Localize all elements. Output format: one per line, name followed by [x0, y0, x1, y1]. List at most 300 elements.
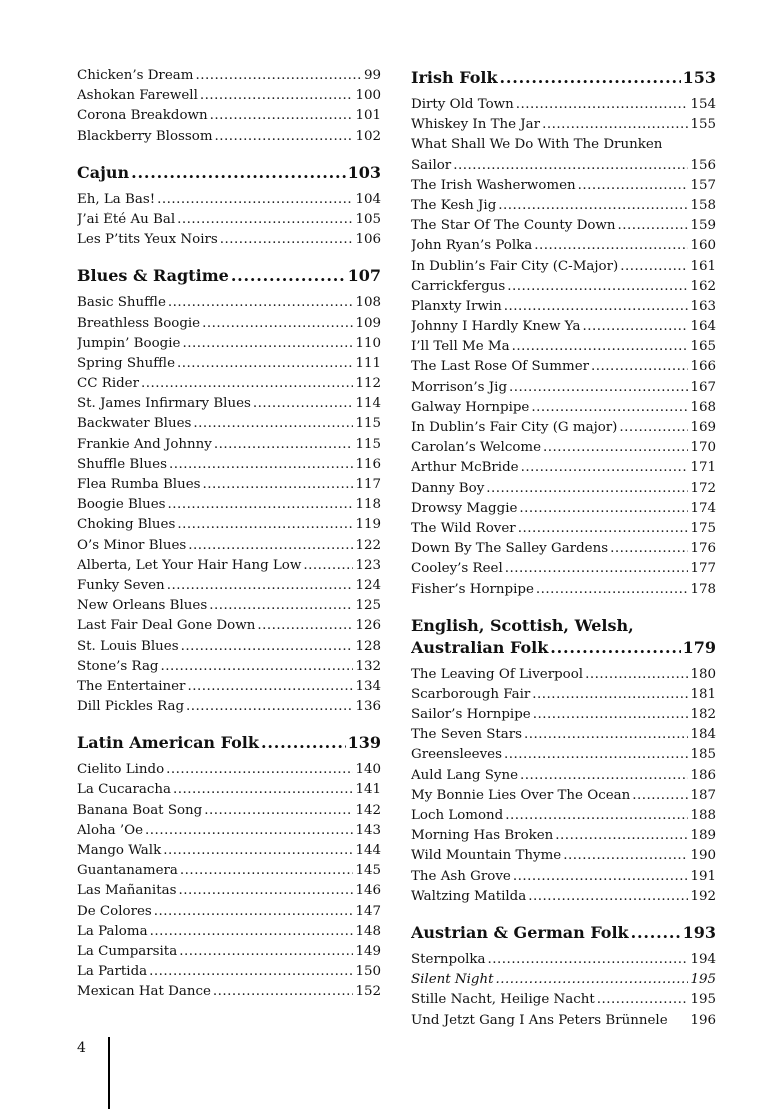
- toc-entry: [411, 178, 716, 198]
- dot-leader: [542, 117, 688, 132]
- toc-entry: [77, 457, 381, 477]
- entry-title: De Colores: [77, 903, 152, 919]
- entry-page-number: 187: [690, 787, 716, 803]
- entry-title: St. James Infirmary Blues: [77, 396, 251, 412]
- toc-entry: [77, 924, 381, 944]
- entry-page-number: 99: [363, 68, 381, 83]
- entry-page-number: 159: [690, 218, 716, 234]
- toc-entry: [77, 762, 381, 782]
- dot-leader: [195, 68, 362, 83]
- toc-entry: [77, 944, 381, 964]
- section-title-line: English, Scottish, Welsh,: [411, 615, 634, 635]
- entry-page-number: 123: [355, 557, 381, 573]
- entry-title: My Bonnie Lies Over The Ocean: [411, 787, 631, 803]
- entry-page-number: 186: [690, 767, 716, 783]
- entry-page-number: 122: [355, 537, 381, 553]
- toc-entry: [77, 803, 381, 823]
- dot-leader: [166, 762, 353, 777]
- entry-title: Boogie Blues: [77, 497, 166, 513]
- entry-page-number: 146: [355, 883, 381, 899]
- toc-entry: [77, 618, 381, 638]
- section-title-line: [77, 733, 381, 755]
- entry-page-number: 171: [690, 460, 716, 476]
- dot-leader: [563, 848, 688, 863]
- toc-section-heading: [77, 163, 381, 185]
- entry-page-number: 177: [690, 561, 716, 577]
- entry-page-number: 182: [690, 707, 716, 723]
- dot-leader: [177, 356, 353, 371]
- entry-title: Last Fair Deal Gone Down: [77, 618, 256, 634]
- toc-entry: [77, 598, 381, 618]
- dot-leader: [533, 707, 689, 722]
- toc-entry: [411, 707, 716, 727]
- entry-title: Scarborough Fair: [411, 686, 531, 702]
- toc-section-heading: [411, 923, 716, 945]
- dot-leader: [202, 316, 353, 331]
- entry-page-number: 101: [355, 108, 381, 124]
- dot-leader: [181, 639, 354, 654]
- toc-entry: [77, 964, 381, 984]
- dot-leader: [186, 699, 353, 714]
- entry-title: CC Rider: [77, 376, 140, 392]
- dot-leader: [180, 863, 354, 878]
- toc-entry: [77, 904, 381, 924]
- entry-title: Danny Boy: [411, 480, 485, 496]
- dot-leader: [210, 108, 354, 123]
- entry-title: Backwater Blues: [77, 416, 192, 432]
- dot-leader: [257, 618, 353, 633]
- entry-title: Stille Nacht, Heilige Nacht: [411, 992, 595, 1008]
- dot-leader: [179, 944, 353, 959]
- toc-section-heading: [77, 733, 381, 755]
- entry-title: Dill Pickles Rag: [77, 699, 185, 715]
- toc-entry: [411, 972, 716, 992]
- section-title-line: [411, 923, 716, 945]
- entry-title: Shuffle Blues: [77, 456, 167, 472]
- toc-entry: [77, 578, 381, 598]
- dot-leader: [488, 952, 689, 967]
- dot-leader: [550, 638, 680, 657]
- toc-entry: [411, 727, 716, 747]
- dot-leader: [496, 972, 689, 987]
- entry-title: Ashokan Farewell: [77, 88, 198, 104]
- toc-entry: [77, 356, 381, 376]
- footer-rule: [108, 1037, 110, 1109]
- entry-title: Sailor’s Hornpipe: [411, 707, 531, 723]
- entry-page-number: 148: [355, 923, 381, 939]
- toc-entry: [77, 376, 381, 396]
- section-page-number: 103: [347, 162, 381, 182]
- toc-entry: [411, 848, 716, 868]
- toc-entry: [411, 582, 716, 602]
- toc-entry: [411, 992, 716, 1012]
- entry-page-number: 102: [355, 128, 381, 144]
- dot-leader: [531, 400, 688, 415]
- entry-title: Choking Blues: [77, 517, 176, 533]
- toc-entry: [77, 108, 381, 128]
- entry-page-number: 162: [690, 278, 716, 294]
- dot-leader: [177, 517, 353, 532]
- entry-page-number: 111: [355, 355, 381, 371]
- entry-page-number: 110: [355, 335, 381, 351]
- entry-title: Dirty Old Town: [411, 97, 514, 112]
- dot-leader: [543, 440, 688, 455]
- entry-title: Galway Hornpipe: [411, 399, 530, 415]
- entry-title: Morrison’s Jig: [411, 379, 508, 395]
- dot-leader: [163, 843, 353, 858]
- entry-page-number: 194: [690, 951, 716, 967]
- entry-page-number: 118: [355, 497, 381, 513]
- section-title: Irish Folk: [411, 68, 498, 87]
- entry-title: Sternpolka: [411, 951, 486, 967]
- dot-leader: [204, 803, 353, 818]
- toc-entry: [77, 416, 381, 436]
- dot-leader: [209, 598, 353, 613]
- dot-leader: [555, 828, 688, 843]
- dot-leader: [161, 659, 354, 674]
- dot-leader: [169, 457, 353, 472]
- entry-title: Fisher’s Hornpipe: [411, 581, 534, 597]
- entry-title: La Cumparsita: [77, 943, 178, 959]
- dot-leader: [213, 984, 354, 999]
- toc-entry: [411, 238, 716, 258]
- entry-title: La Cucaracha: [77, 782, 171, 798]
- toc-entry: [77, 295, 381, 315]
- toc-entry: [411, 117, 716, 137]
- entry-title: Eh, La Bas!: [77, 191, 156, 207]
- toc-entry: [77, 659, 381, 679]
- dot-leader: [149, 964, 353, 979]
- dot-leader: [534, 238, 688, 253]
- dot-leader: [187, 679, 353, 694]
- entry-page-number: 196: [690, 1012, 716, 1028]
- toc-entry: [411, 218, 716, 238]
- dot-leader: [168, 295, 354, 310]
- dot-leader: [193, 416, 353, 431]
- entry-page-number: 174: [690, 500, 716, 516]
- toc-entry: [411, 501, 716, 521]
- entry-page-number: 108: [355, 295, 381, 311]
- entry-page-number: 165: [690, 339, 716, 355]
- page-number: 4: [77, 1040, 86, 1056]
- entry-page-number: 147: [355, 903, 381, 919]
- toc-entry: [77, 477, 381, 497]
- toc-entry: [411, 561, 716, 581]
- entry-title: Stone’s Rag: [77, 658, 159, 674]
- dot-leader: [486, 481, 688, 496]
- entry-page-number: 126: [355, 618, 381, 634]
- entry-page-number: 155: [690, 117, 716, 133]
- toc-entry: [77, 129, 381, 149]
- dot-leader: [528, 889, 688, 904]
- entry-title: Whiskey In The Jar: [411, 117, 541, 133]
- entry-title: The Irish Washerwomen: [411, 177, 576, 193]
- section-title-line: [77, 163, 381, 185]
- toc-entry: [411, 198, 716, 218]
- toc-entry: [411, 1013, 716, 1033]
- entry-title: Flea Rumba Blues: [77, 477, 201, 492]
- dot-leader: [453, 158, 688, 173]
- toc-entry: [77, 437, 381, 457]
- dot-leader: [513, 869, 689, 884]
- toc-entry: [411, 359, 716, 379]
- entry-page-number: 161: [690, 258, 716, 274]
- entry-page-number: 184: [690, 727, 716, 743]
- dot-leader: [504, 747, 689, 762]
- entry-title: O’s Minor Blues: [77, 537, 187, 553]
- entry-page-number: 158: [690, 197, 716, 213]
- entry-page-number: 136: [355, 699, 381, 715]
- entry-page-number: 195: [690, 992, 716, 1008]
- toc-entry: [77, 782, 381, 802]
- dot-leader: [150, 924, 354, 939]
- toc-entry: [77, 316, 381, 336]
- toc-entry: [411, 400, 716, 420]
- entry-title: John Ryan’s Polka: [411, 238, 533, 254]
- entry-page-number: 144: [355, 843, 381, 858]
- toc-entry: [411, 952, 716, 972]
- dot-leader: [591, 359, 688, 374]
- entry-page-number: 178: [690, 581, 716, 597]
- entry-title: Les P’tits Yeux Noirs: [77, 232, 218, 248]
- entry-page-number: 106: [355, 232, 381, 248]
- dot-leader: [618, 218, 689, 233]
- dot-leader: [505, 808, 688, 823]
- entry-page-number: 191: [690, 868, 716, 884]
- entry-title: Guantanamera: [77, 863, 178, 879]
- entry-page-number: 115: [355, 436, 381, 452]
- toc-entry: [77, 517, 381, 537]
- entry-page-number: 181: [690, 686, 716, 702]
- entry-title: Johnny I Hardly Knew Ya: [411, 319, 581, 335]
- section-page-number: 153: [682, 68, 716, 87]
- dot-leader: [582, 319, 688, 334]
- dot-leader: [524, 727, 688, 742]
- toc-section-heading: [77, 266, 381, 288]
- dot-leader: [131, 163, 345, 182]
- entry-title: Greensleeves: [411, 747, 502, 763]
- dot-leader: [182, 336, 353, 351]
- dot-leader: [610, 541, 688, 556]
- entry-page-number: 154: [690, 97, 716, 112]
- entry-page-number: 188: [690, 808, 716, 823]
- entry-title: The Seven Stars: [411, 727, 523, 743]
- dot-leader: [303, 558, 353, 573]
- entry-title: Blackberry Blossom: [77, 128, 213, 144]
- entry-title: Loch Lomond: [411, 808, 504, 823]
- toc-entry: [77, 232, 381, 252]
- entry-page-number: 141: [355, 782, 381, 798]
- entry-page-number: 114: [355, 396, 381, 412]
- entry-title: Cielito Lindo: [77, 762, 165, 778]
- toc-entry: [77, 823, 381, 843]
- entry-page-number: 143: [355, 822, 381, 838]
- entry-page-number: 116: [355, 456, 381, 472]
- entry-page-number: 149: [355, 943, 381, 959]
- entry-title: Carolan’s Welcome: [411, 440, 542, 456]
- entry-title: Down By The Salley Gardens: [411, 541, 609, 557]
- section-page-number: 139: [347, 733, 381, 753]
- entry-page-number: 180: [690, 666, 716, 682]
- entry-title: Spring Shuffle: [77, 355, 176, 371]
- entry-page-number: 117: [355, 477, 381, 492]
- entry-title: Alberta, Let Your Hair Hang Low: [77, 557, 302, 573]
- dot-leader: [620, 259, 688, 274]
- entry-title: Carrickfergus: [411, 278, 506, 294]
- entry-title: Las Mañanitas: [77, 883, 177, 899]
- entry-page-number: 167: [690, 379, 716, 395]
- dot-leader: [178, 883, 353, 898]
- entry-page-number: 170: [690, 440, 716, 456]
- dot-leader: [585, 667, 688, 682]
- entry-page-number: 140: [355, 762, 381, 778]
- toc-section-heading: [411, 616, 716, 660]
- entry-page-number: 163: [690, 298, 716, 314]
- entry-page-number: 164: [690, 319, 716, 335]
- entry-page-number: 145: [355, 863, 381, 879]
- dot-leader: [516, 97, 689, 112]
- entry-page-number: 132: [355, 658, 381, 674]
- entry-title: Planxty Irwin: [411, 298, 502, 314]
- toc-entry: [77, 68, 381, 88]
- toc-left-column: [77, 68, 381, 1005]
- dot-leader: [536, 582, 689, 597]
- toc-entry: [77, 212, 381, 232]
- dot-leader: [157, 192, 353, 207]
- entry-title: Funky Seven: [77, 577, 165, 593]
- entry-page-number: 175: [690, 520, 716, 536]
- dot-leader: [214, 437, 354, 452]
- toc-entry: [411, 788, 716, 808]
- dot-leader: [619, 420, 688, 435]
- entry-page-number: 128: [355, 638, 381, 654]
- section-title: Australian Folk: [411, 637, 549, 657]
- entry-title: Breathless Boogie: [77, 315, 201, 331]
- toc-entry: [411, 339, 716, 359]
- entry-title: Wild Mountain Thyme: [411, 848, 562, 864]
- entry-page-number: 124: [355, 577, 381, 593]
- toc-entry: [411, 747, 716, 767]
- entry-page-number: 157: [690, 177, 716, 193]
- entry-title: Corona Breakdown: [77, 108, 208, 124]
- section-title-line: [411, 638, 716, 660]
- entry-page-number: 152: [355, 984, 381, 1000]
- entry-page-number: 195: [690, 972, 716, 988]
- toc-entry: [411, 768, 716, 788]
- dot-leader: [518, 521, 689, 536]
- dot-leader: [521, 460, 689, 475]
- toc-entry: [411, 481, 716, 501]
- dot-leader: [154, 904, 354, 919]
- toc-entry: [77, 883, 381, 903]
- entry-title: Waltzing Matilda: [411, 888, 527, 904]
- entry-title: J’ai Été Au Bal: [77, 211, 176, 227]
- entry-page-number: 185: [690, 747, 716, 763]
- entry-page-number: 160: [690, 238, 716, 254]
- toc-entry: [411, 319, 716, 339]
- entry-title: The Ash Grove: [411, 868, 511, 884]
- section-page-number: 179: [682, 637, 716, 657]
- dot-leader: [203, 477, 354, 492]
- entry-title: Mexican Hat Dance: [77, 984, 211, 1000]
- entry-title: The Entertainer: [77, 678, 186, 694]
- toc-entry: [77, 538, 381, 558]
- toc-entry: [411, 158, 716, 178]
- dot-leader: [220, 232, 354, 247]
- entry-title: St. Louis Blues: [77, 638, 179, 654]
- dot-leader: [177, 212, 353, 227]
- toc-entry: [411, 541, 716, 561]
- entry-title: Banana Boat Song: [77, 802, 203, 818]
- toc-entry: [77, 497, 381, 517]
- toc-entry: [77, 843, 381, 863]
- dot-leader: [532, 687, 688, 702]
- entry-page-number: 142: [355, 802, 381, 818]
- toc-entry: [411, 889, 716, 909]
- entry-title: The Wild Rover: [411, 520, 516, 536]
- entry-title: In Dublin’s Fair City (G major): [411, 420, 618, 435]
- dot-leader: [631, 923, 681, 942]
- toc-right-column: [411, 68, 716, 1033]
- entry-page-number: 115: [355, 416, 381, 432]
- toc-entry: [77, 679, 381, 699]
- toc-entry: [411, 440, 716, 460]
- entry-title: Basic Shuffle: [77, 295, 166, 311]
- entry-title: Jumpin’ Boogie: [77, 335, 181, 351]
- toc-entry: [77, 558, 381, 578]
- dot-leader: [231, 266, 346, 285]
- entry-title: The Last Rose Of Summer: [411, 359, 590, 375]
- dot-leader: [261, 733, 346, 752]
- toc-entry: [411, 279, 716, 299]
- entry-page-number: 189: [690, 828, 716, 844]
- toc-entry: [411, 808, 716, 828]
- toc-entry: [77, 984, 381, 1004]
- entry-title: Aloha ’Oe: [77, 822, 144, 838]
- dot-leader: [141, 376, 353, 391]
- entry-page-number: 172: [690, 480, 716, 496]
- entry-title: The Kesh Jig: [411, 197, 497, 213]
- entry-title: I’ll Tell Me Ma: [411, 339, 510, 355]
- toc-entry: [411, 259, 716, 279]
- toc-entry: [77, 863, 381, 883]
- toc-entry: [77, 88, 381, 108]
- entry-page-number: 168: [690, 399, 716, 415]
- entry-page-number: 150: [355, 964, 381, 980]
- entry-title: Morning Has Broken: [411, 828, 554, 844]
- entry-title: Chicken’s Dream: [77, 68, 194, 83]
- dot-leader: [512, 339, 689, 354]
- entry-title: Sailor: [411, 157, 452, 173]
- toc-entry: [411, 687, 716, 707]
- entry-title: Auld Lang Syne: [411, 767, 519, 783]
- dot-leader: [632, 788, 688, 803]
- dot-leader: [504, 299, 689, 314]
- dot-leader: [200, 88, 354, 103]
- toc-entry-continued: What Shall We Do With The Drunken: [411, 137, 663, 153]
- toc-entry: [411, 828, 716, 848]
- section-title: Cajun: [77, 162, 130, 182]
- dot-leader: [509, 380, 688, 395]
- dot-leader: [498, 198, 688, 213]
- dot-leader: [253, 396, 354, 411]
- dot-leader: [520, 768, 688, 783]
- entry-title: Mango Walk: [77, 843, 162, 858]
- dot-leader: [168, 497, 354, 512]
- entry-title: In Dublin’s Fair City (C-Major): [411, 258, 619, 274]
- entry-page-number: 156: [690, 157, 716, 173]
- toc-entry: [411, 460, 716, 480]
